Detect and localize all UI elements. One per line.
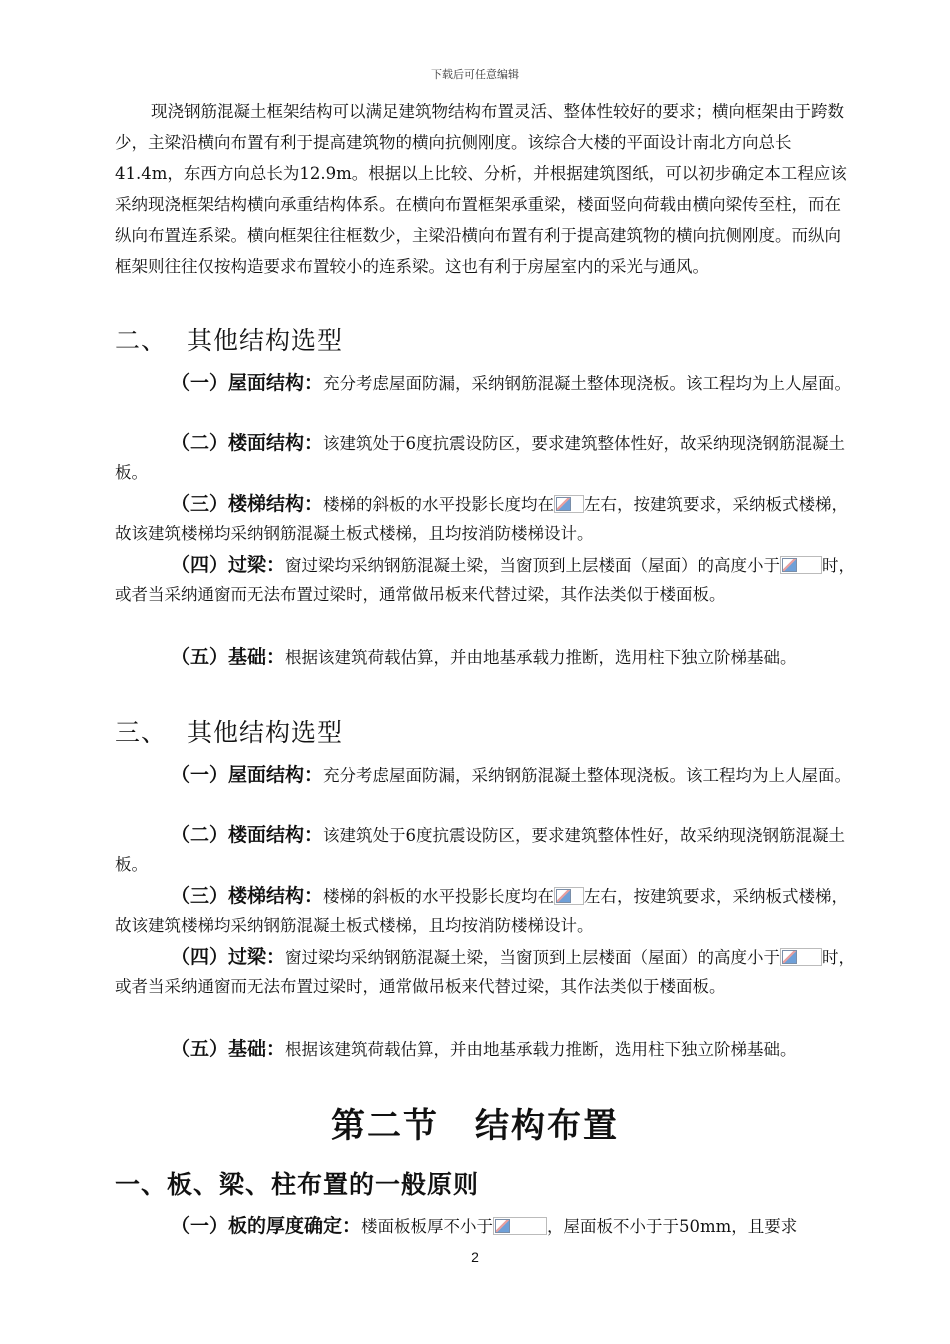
list-item bbox=[115, 1212, 857, 1241]
item-text: 时，或者当采纳通窗而无法布置过梁时，通常做吊板来代替过梁，其作法类似于楼面板。 bbox=[115, 948, 856, 996]
list-item bbox=[115, 943, 857, 1001]
item-text: 根据该建筑荷载估算，并由地基承载力推断，选用柱下独立阶梯基础。 bbox=[285, 648, 797, 667]
list-item bbox=[115, 821, 857, 879]
section-number: 二、 bbox=[115, 326, 168, 355]
section-title: 其他结构选型 bbox=[187, 718, 344, 747]
intro-paragraph: 现浇钢筋混凝土框架结构可以满足建筑物结构布置灵活、整体性较好的要求；横向框架由于跨数少，主梁沿横向布置有利于提高建筑物的横向抗侧刚度。该综合大楼的平面设计南北方向总长41.4m，东西方向总长为12.9m。根据以上比较、分析，并根据建筑图纸，可以初步确定本工程应该采纳现浇框架结构横向承重结构体系。在横向布置框架承重梁，楼面竖向荷载由横向梁传至柱，而在纵向布置连系梁。横向框架往往框数少，主梁沿横向布置有利于提高建筑物的横向抗侧刚度。而纵向框架则往往仅按构造要求布置较小的连系梁。这也有利于房屋室内的采光与通风。 bbox=[115, 102, 847, 276]
item-lead: （三）楼梯结构： bbox=[171, 493, 324, 515]
intro-paragraph-block bbox=[115, 96, 857, 282]
broken-image-icon bbox=[556, 497, 571, 511]
list-item bbox=[115, 882, 857, 940]
list-item bbox=[115, 490, 857, 548]
item-text: 窗过梁均采纳钢筋混凝土梁，当窗顶到上层楼面（屋面）的高度小于 bbox=[285, 556, 781, 575]
list-item bbox=[115, 551, 857, 609]
item-lead: （五）基础： bbox=[171, 646, 286, 668]
item-text: 楼梯的斜板的水平投影长度均在 bbox=[323, 887, 555, 906]
item-lead: （三）楼梯结构： bbox=[171, 885, 324, 907]
section-number: 三、 bbox=[115, 718, 168, 747]
item-lead: （一）屋面结构： bbox=[171, 372, 324, 394]
item-text: 窗过梁均采纳钢筋混凝土梁，当窗顶到上层楼面（屋面）的高度小于 bbox=[285, 948, 781, 967]
broken-image-icon bbox=[495, 1219, 510, 1233]
broken-image-icon bbox=[782, 558, 797, 572]
item-text: 该建筑处于6度抗震设防区，要求建筑整体性好，故采纳现浇钢筋混凝土板。 bbox=[115, 826, 846, 874]
chapter-section-title: 第二节 结构布置 bbox=[331, 1106, 619, 1146]
item-text: 充分考虑屋面防漏，采纳钢筋混凝土整体现浇板。该工程均为上人屋面。 bbox=[323, 374, 852, 393]
item-text: 该建筑处于6度抗震设防区，要求建筑整体性好，故采纳现浇钢筋混凝土板。 bbox=[115, 434, 846, 482]
item-lead: （二）楼面结构： bbox=[171, 824, 324, 846]
item-lead: （一）板的厚度确定： bbox=[171, 1215, 362, 1237]
item-text: 左右，按建筑要求，采纳板式楼梯，故该建筑楼梯均采纳钢筋混凝土板式楼梯，且均按消防楼梯设计。 bbox=[115, 495, 849, 543]
item-text: ，屋面板不小于于50mm，且要求 bbox=[547, 1217, 798, 1236]
item-text: 左右，按建筑要求，采纳板式楼梯，故该建筑楼梯均采纳钢筋混凝土板式楼梯，且均按消防楼梯设计。 bbox=[115, 887, 849, 935]
item-text: 根据该建筑荷载估算，并由地基承载力推断，选用柱下独立阶梯基础。 bbox=[285, 1040, 797, 1059]
subheading: 一、板、梁、柱布置的一般原则 bbox=[115, 1170, 480, 1199]
item-lead: （四）过梁： bbox=[171, 946, 286, 968]
item-lead: （一）屋面结构： bbox=[171, 764, 324, 786]
list-item bbox=[115, 369, 857, 398]
item-text: 充分考虑屋面防漏，采纳钢筋混凝土整体现浇板。该工程均为上人屋面。 bbox=[323, 766, 852, 785]
list-item bbox=[115, 643, 857, 672]
item-lead: （四）过梁： bbox=[171, 554, 286, 576]
embedded-image-placeholder bbox=[493, 1217, 547, 1235]
item-lead: （五）基础： bbox=[171, 1038, 286, 1060]
list-item bbox=[115, 429, 857, 487]
page-number: 2 bbox=[471, 1249, 479, 1265]
page-header: 下载后可任意编辑 bbox=[431, 68, 519, 81]
embedded-image-placeholder bbox=[780, 948, 822, 966]
item-text: 楼面板板厚不小于 bbox=[361, 1217, 494, 1236]
embedded-image-placeholder bbox=[554, 495, 584, 513]
broken-image-icon bbox=[556, 889, 571, 903]
item-text: 时，或者当采纳通窗而无法布置过梁时，通常做吊板来代替过梁，其作法类似于楼面板。 bbox=[115, 556, 856, 604]
section-heading-3 bbox=[115, 713, 343, 749]
broken-image-icon bbox=[782, 950, 797, 964]
section-heading-2 bbox=[115, 321, 343, 357]
item-lead: （二）楼面结构： bbox=[171, 432, 324, 454]
section-title: 其他结构选型 bbox=[187, 326, 344, 355]
item-text: 楼梯的斜板的水平投影长度均在 bbox=[323, 495, 555, 514]
list-item bbox=[115, 1035, 857, 1064]
embedded-image-placeholder bbox=[780, 556, 822, 574]
embedded-image-placeholder bbox=[554, 887, 584, 905]
list-item bbox=[115, 761, 857, 790]
